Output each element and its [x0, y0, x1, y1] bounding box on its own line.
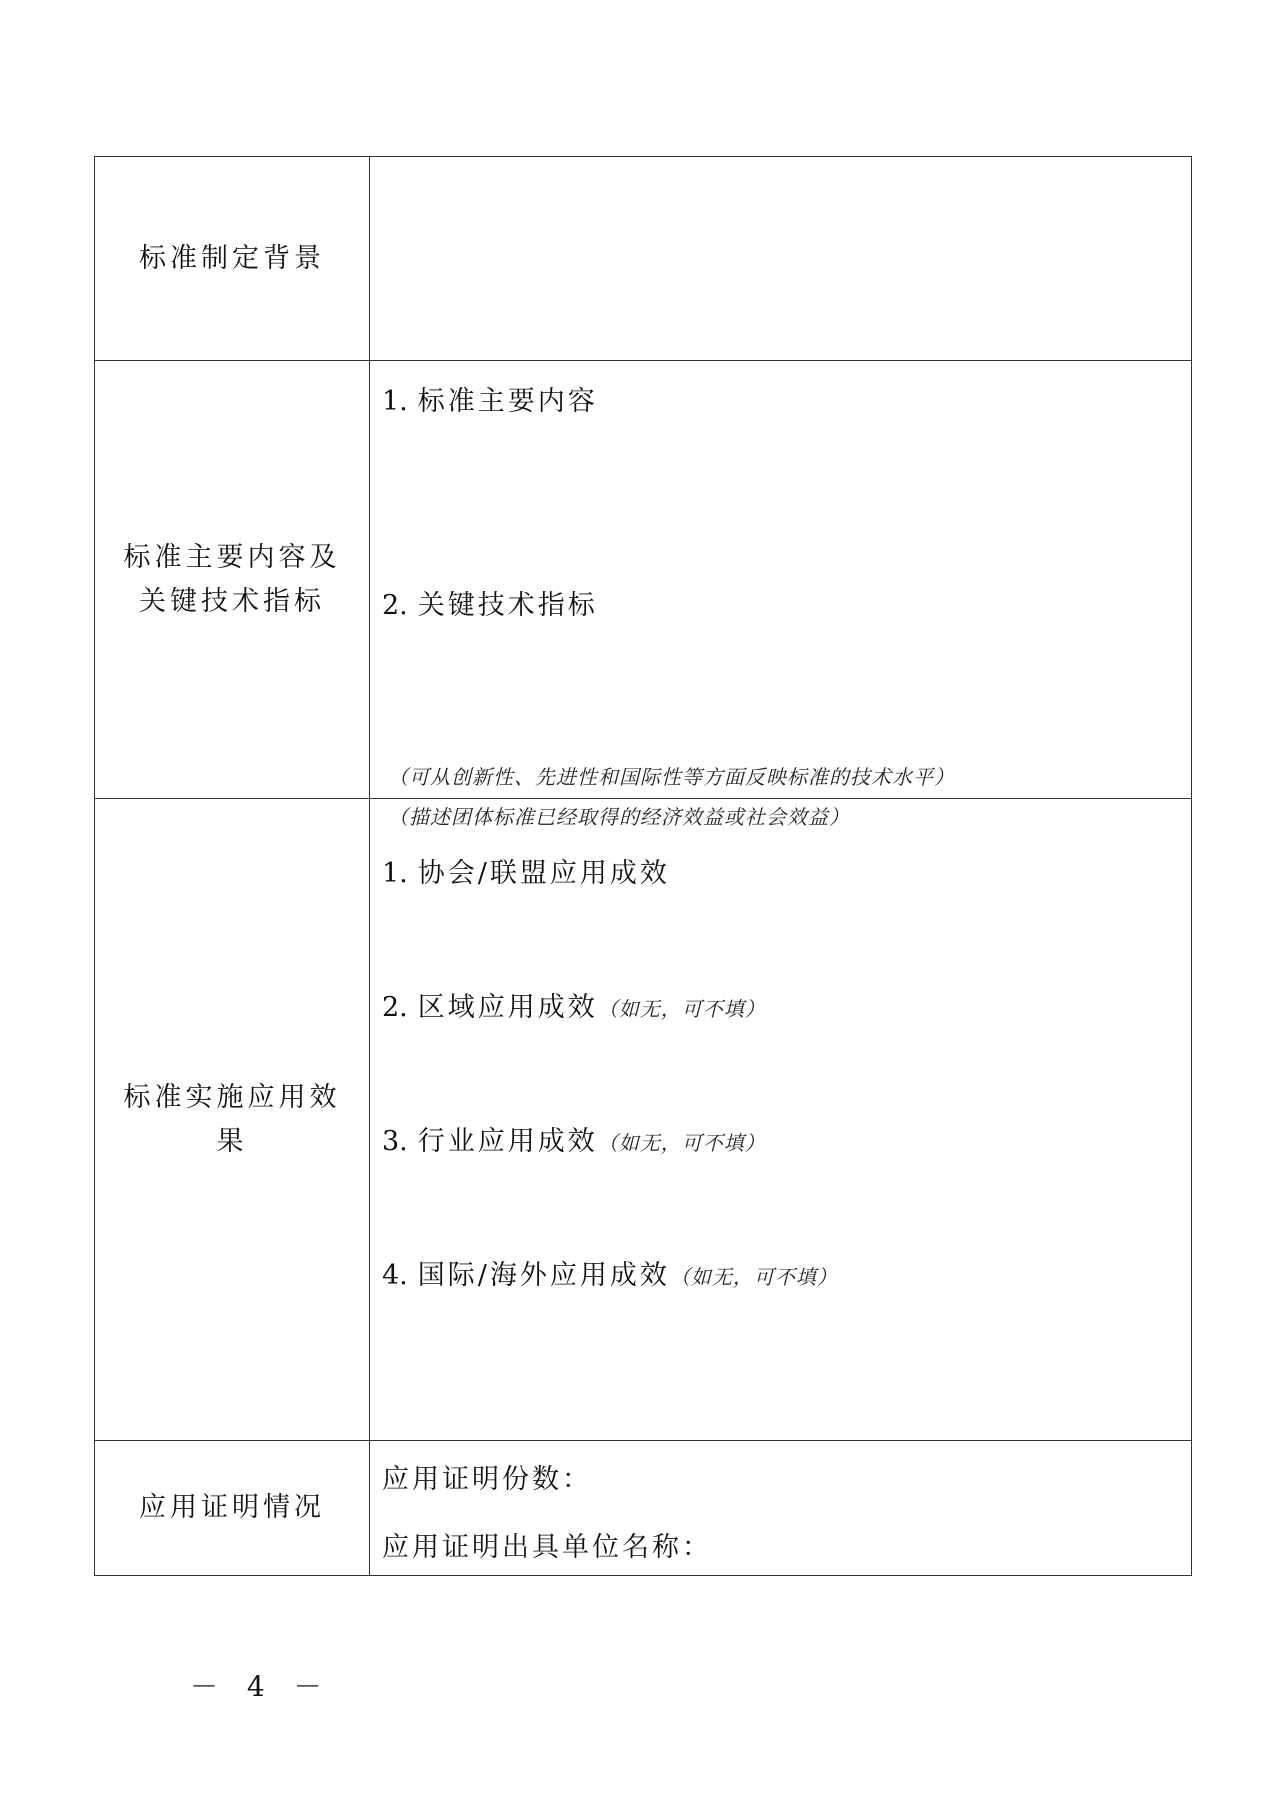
item-number: 3.	[382, 1126, 408, 1157]
row-proof	[95, 1441, 1192, 1576]
item-text: 协会/联盟应用成效	[417, 858, 670, 889]
item-text: 关键技术指标	[417, 590, 598, 621]
effect-item-2	[382, 985, 766, 1024]
item-number: 2.	[382, 590, 408, 621]
proof-content-cell[interactable]	[370, 1441, 1192, 1576]
row-application-effect	[95, 799, 1192, 1441]
application-form-table	[94, 156, 1192, 1576]
proof-count-label: 应用证明份数：	[382, 1464, 592, 1495]
item-text: 标准主要内容	[417, 386, 598, 417]
item-text: 行业应用成效	[417, 1126, 598, 1157]
proof-issuer-label: 应用证明出具单位名称：	[382, 1532, 712, 1563]
item-text: 区域应用成效	[417, 992, 598, 1023]
row-label: 标准主要内容及关键技术指标	[123, 541, 341, 617]
item-number: 2.	[382, 992, 408, 1023]
page-number: － 4 －	[190, 1670, 332, 1703]
item-number: 4.	[382, 1260, 408, 1291]
row-background	[95, 157, 1192, 361]
item-note: （如无，可不填）	[669, 1265, 838, 1289]
label-cell	[95, 361, 370, 799]
item-number: 1.	[382, 858, 408, 889]
effect-item-4	[382, 1253, 838, 1292]
label-cell	[95, 799, 370, 1441]
item-number: 1.	[382, 386, 408, 417]
effect-item-3	[382, 1119, 766, 1158]
item-note: （如无，可不填）	[597, 997, 766, 1021]
content-note: （可从创新性、先进性和国际性等方面反映标准的技术水平）	[388, 765, 955, 789]
effect-item-1	[382, 851, 670, 890]
effect-note: （描述团体标准已经取得的经济效益或社会效益）	[388, 805, 850, 829]
effect-content-cell[interactable]	[370, 799, 1192, 1441]
item-text: 国际/海外应用成效	[417, 1260, 670, 1291]
row-label: 标准实施应用效果	[123, 1081, 341, 1157]
row-main-content	[95, 361, 1192, 799]
item-note: （如无，可不填）	[597, 1131, 766, 1155]
label-cell	[95, 1441, 370, 1576]
background-content-cell[interactable]	[370, 157, 1192, 361]
content-item-1	[382, 379, 598, 418]
row-label: 标准制定背景	[139, 242, 325, 274]
row-label: 应用证明情况	[139, 1492, 325, 1523]
main-content-cell[interactable]	[370, 361, 1192, 799]
label-cell	[95, 157, 370, 361]
content-item-2	[382, 583, 598, 622]
